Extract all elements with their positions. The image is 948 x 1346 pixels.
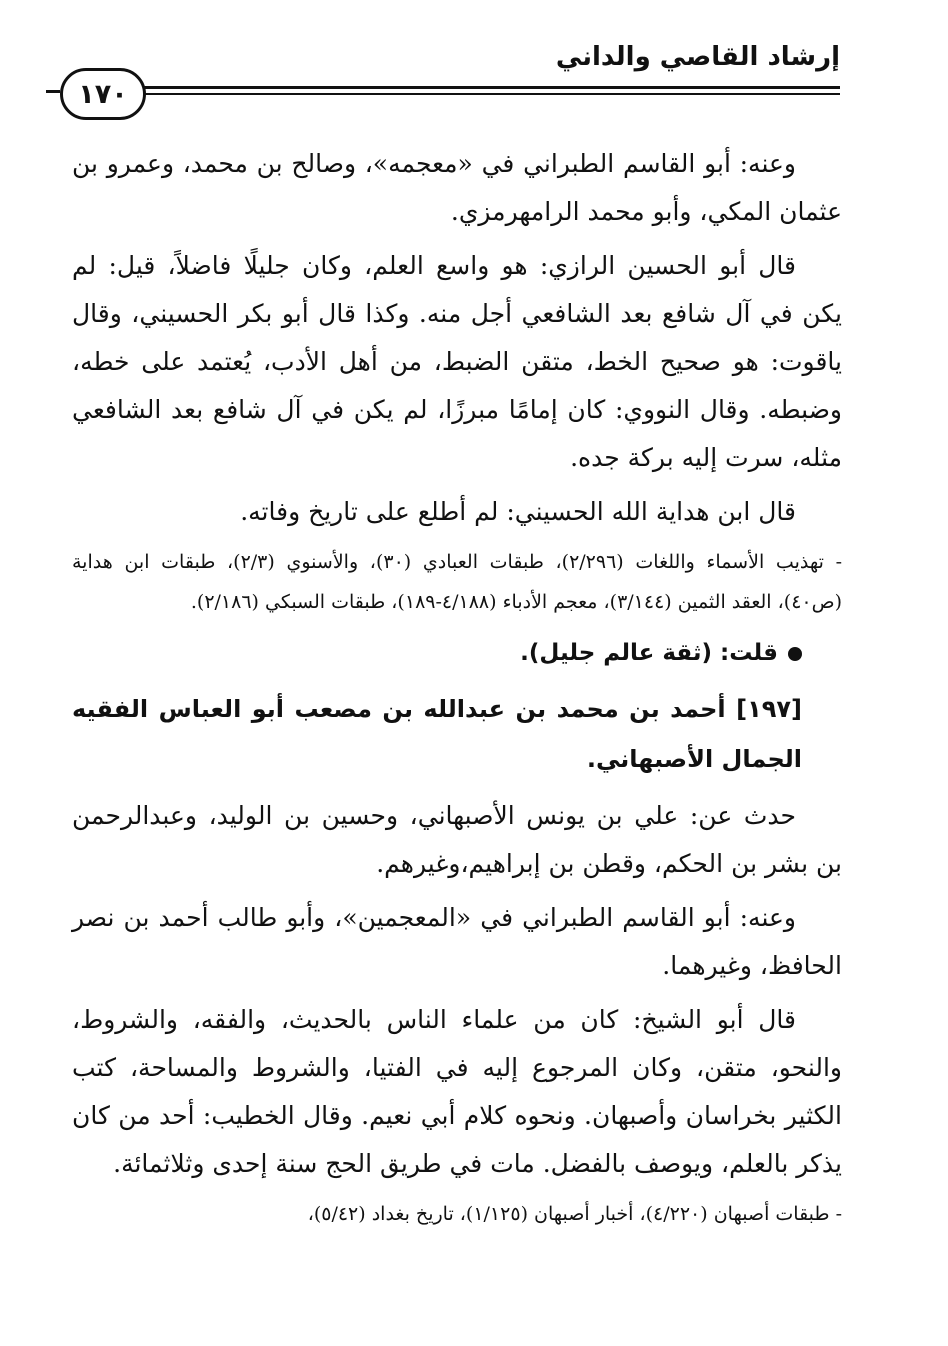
entry-heading: [١٩٧] أحمد بن محمد بن عبدالله بن مصعب أبو العباس الفقيه الجمال الأصبهاني. (72, 695, 802, 773)
header-rule-thin (72, 93, 840, 95)
paragraph-narrators-from-2: وعنه: أبو القاسم الطبراني في «المعجمين»، وأبو طالب أحمد بن نصر الحافظ، وغيرهما. (72, 903, 842, 980)
page-body (72, 140, 842, 1240)
paragraph-narrated-from: حدث عن: علي بن يونس الأصبهاني، وحسين بن الوليد، وعبدالرحمن بن بشر بن الحكم، وقطن بن إبراهيم،وغيرهم. (72, 801, 842, 878)
source-references: - تهذيب الأسماء واللغات (٢/٢٩٦)، طبقات العبادي (٣٠)، والأسنوي (٢/٣)، طبقات ابن هداية (ص٤٠)، العقد الثمين (٣/١٤٤)، معجم الأدباء (٤/١٨٨-١٨٩)، طبقات السبكي (٢/١٨٦). (72, 551, 842, 613)
page-header (60, 32, 840, 122)
author-verdict (72, 628, 842, 678)
paragraph-narrators-from: وعنه: أبو القاسم الطبراني في «معجمه»، وصالح بن محمد، وعمرو بن عثمان المكي، وأبو محمد الرامهرمزي. (72, 149, 842, 226)
page-number: ١٧٠ (78, 78, 128, 110)
author-verdict-text: قلت: (ثقة عالم جليل). (520, 640, 778, 666)
paragraph-scholar-opinions-2: قال أبو الشيخ: كان من علماء الناس بالحديث، والفقه، والشروط، والنحو، متقن، وكان المرجوع إليه في الفتيا، والشروط والمساحة، كتب الكثير بخراسان وأصبهان. ونحوه كلام أبي نعيم. وقال الخطيب: أحد من كان يذكر بالعلم، ويوصف بالفضل. مات في طريق الحج سنة إحدى وثلاثمائة. (72, 1005, 842, 1178)
paragraph-scholar-opinions: قال أبو الحسين الرازي: هو واسع العلم، وكان جليلًا فاضلاً، قيل: لم يكن في آل شافع بعد الشافعي أجل منه. وكذا قال أبو بكر الحسيني، وقال ياقوت: هو صحيح الخط، متقن الضبط، من أهل الأدب، يُعتمد على خطه، وضبطه. وقال النووي: كان إمامًا مبرزًا، لم يكن في آل شافع بعد الشافعي مثله، سرت إليه بركة جده. (72, 251, 842, 472)
header-rule-thick (72, 86, 840, 89)
header-rule-stub (46, 90, 60, 93)
bullet-icon (788, 647, 802, 661)
page-number-badge (60, 68, 146, 120)
paragraph-death-date: قال ابن هداية الله الحسيني: لم أطلع على تاريخ وفاته. (240, 497, 796, 526)
source-references-2: - طبقات أصبهان (٤/٢٢٠)، أخبار أصبهان (١/١٢٥)، تاريخ بغداد (٥/٤٢)، (307, 1203, 842, 1225)
running-title: إرشاد القاصي والداني (555, 42, 840, 72)
